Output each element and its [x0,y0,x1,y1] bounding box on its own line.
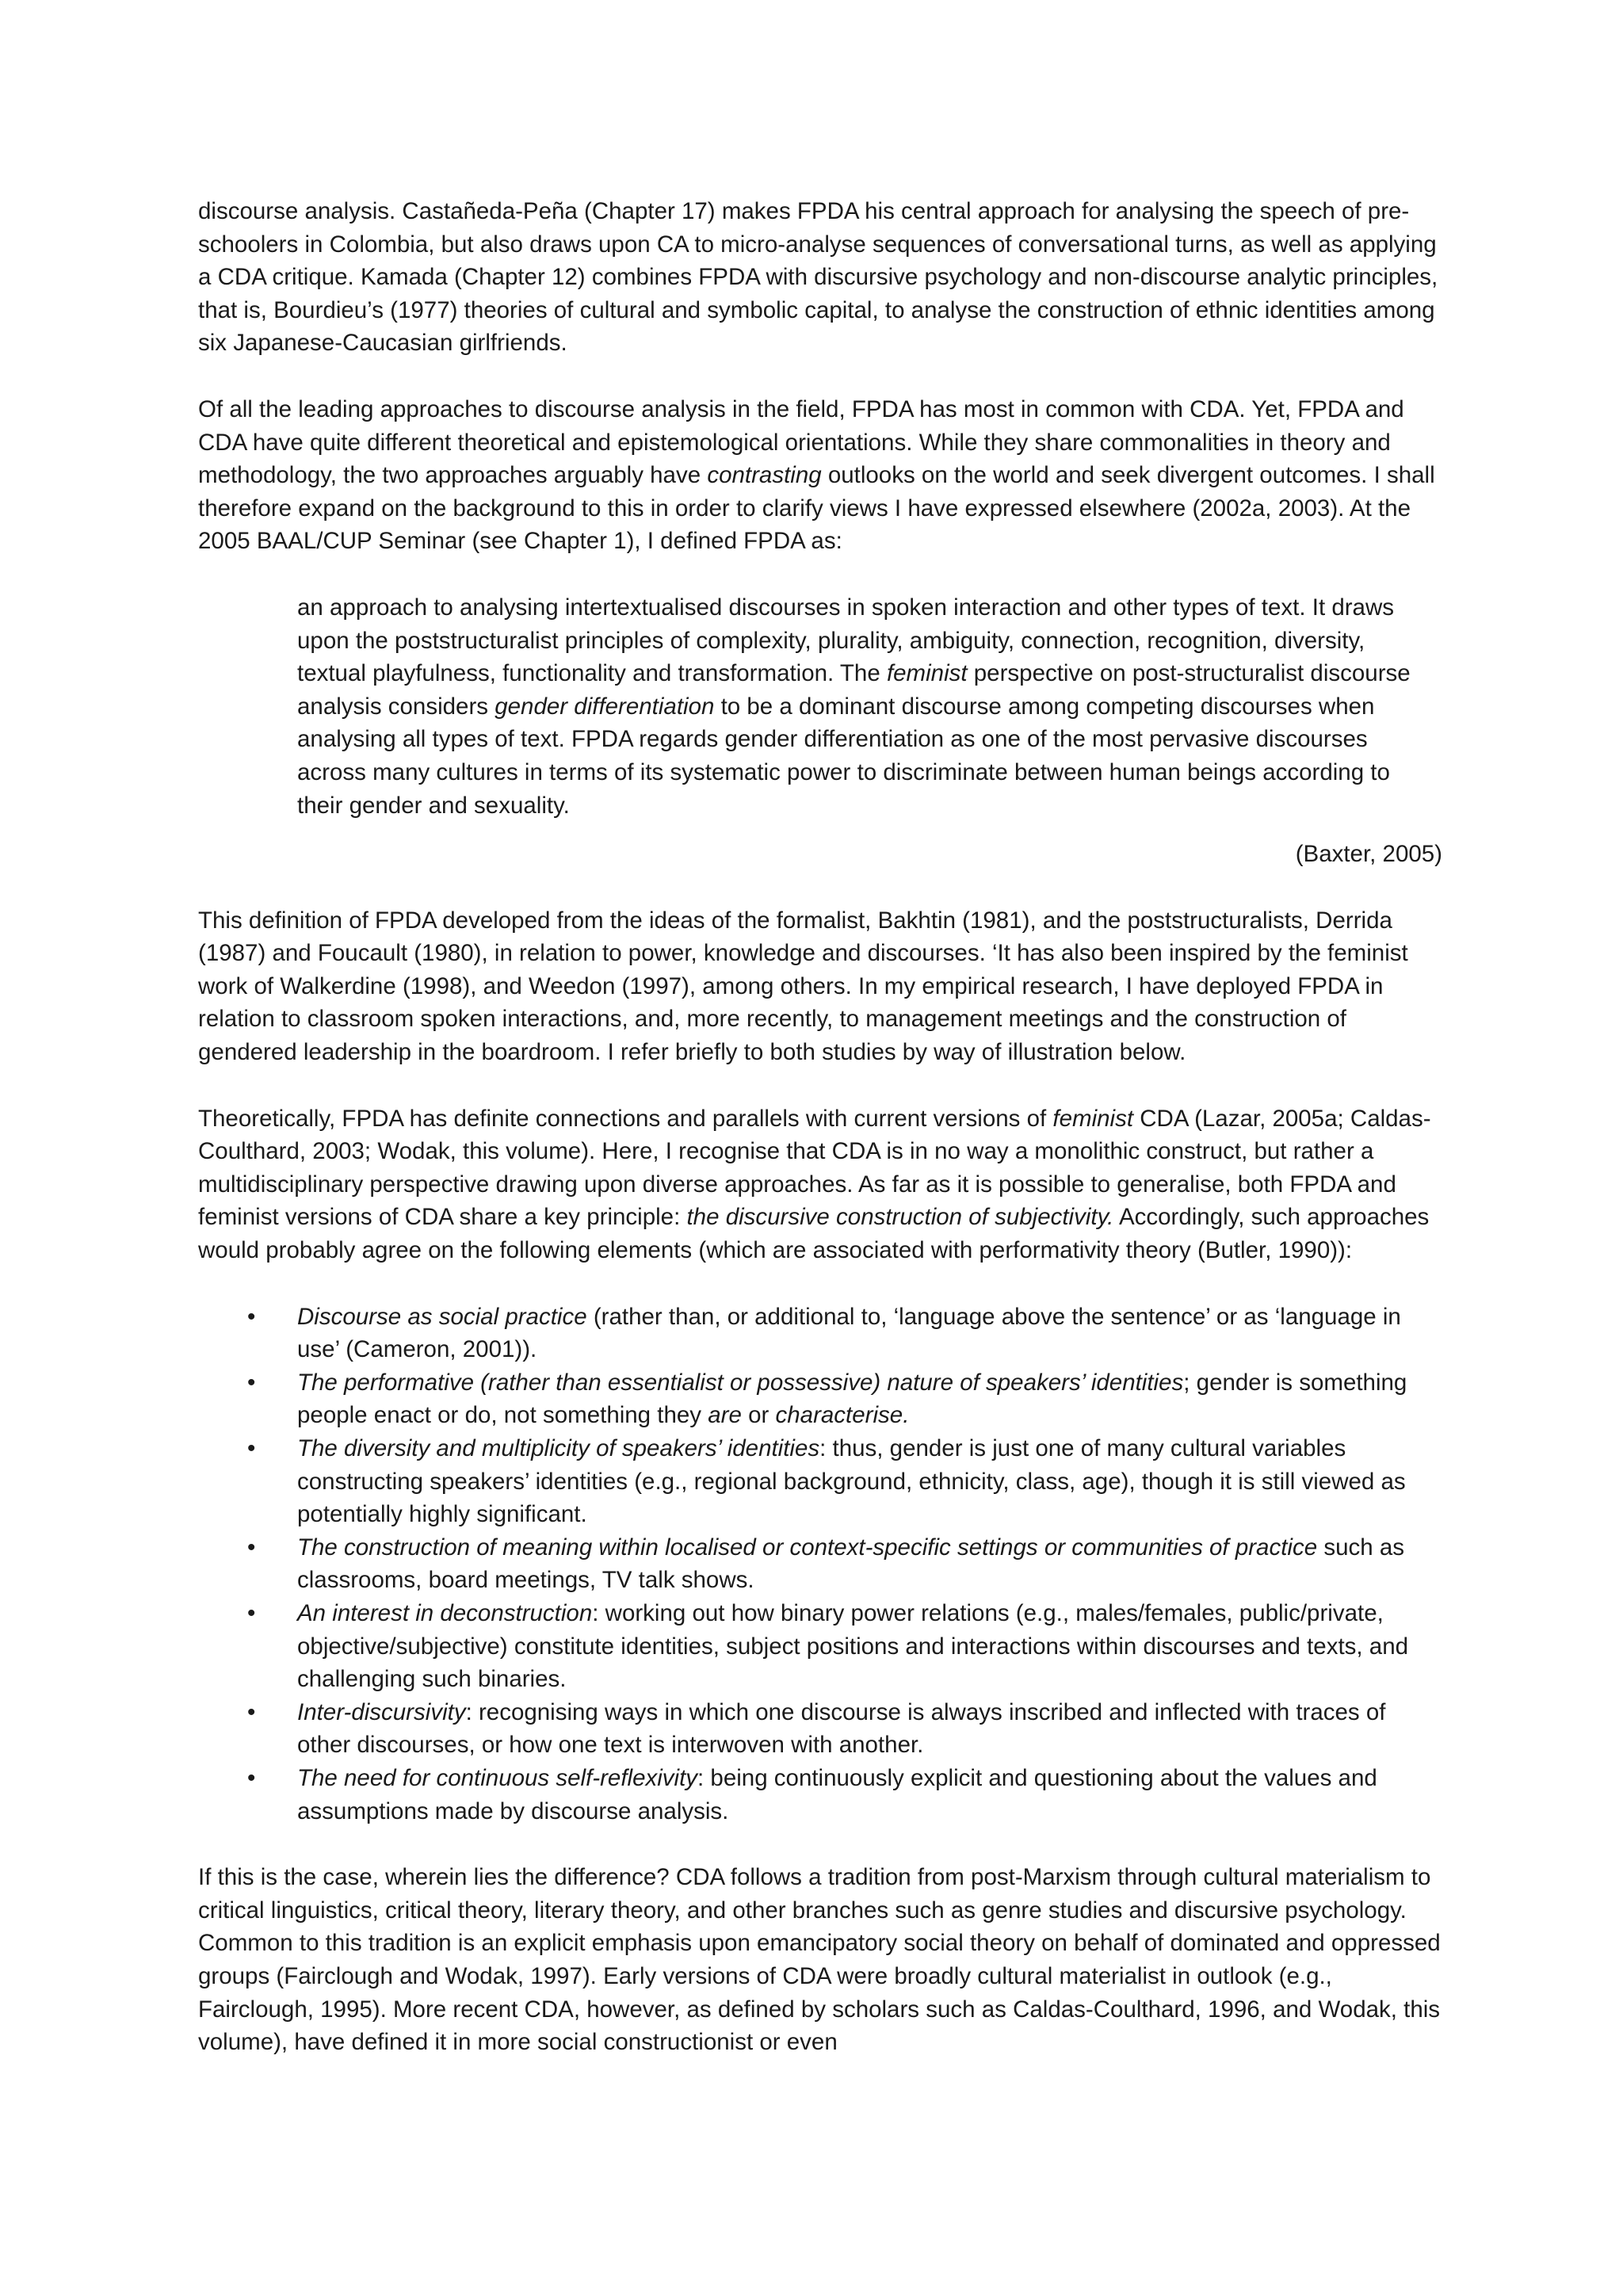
italic-text: An interest in deconstruction [297,1599,593,1626]
middle-section [198,904,1442,1267]
italic-text: the discursive construction of subjectivity. [686,1204,1114,1231]
bullet-list [198,1301,1442,1828]
text-run: outlooks on the world and seek divergent outcomes. I shall therefore expand on the background to this in order to clarify views I have expressed elsewhere (2002a, 2003). At the 2005 BAAL/CUP Seminar (see Chapter 1), I defined FPDA as: [198,462,1435,555]
text-run: ; gender is something people enact or do, not something they [297,1369,1407,1429]
text-run: : recognising ways in which one discourse is always inscribed and inflected with traces of other discourses, or how one text is interwoven with another. [297,1698,1386,1759]
body-paragraph [198,1102,1442,1267]
italic-text: are [708,1402,742,1429]
italic-text: gender differentiation [495,693,715,720]
block-quote [297,591,1420,822]
text-run: discourse analysis. Castañeda-Peña (Chapter 17) makes FPDA his central approach for analysing the speech of pre-schoolers in Colombia, but also draws upon CA to micro-analyse sequences of conversational turns, as well as applying a CDA critique. Kamada (Chapter 12) combines FPDA with discursive psychology and non-discourse analytic principles, that is, Bourdieu’s (1977) theories of cultural and symbolic capital, to analyse the construction of ethnic identities among six Japanese-Caucasian girlfriends. [198,198,1438,357]
italic-text: Inter-discursivity [297,1698,466,1725]
text-run: If this is the case, wherein lies the difference? CDA follows a tradition from post-Marxism through cultural materialism to critical linguistics, critical theory, literary theory, and other branches such as genre studies and discursive psychology. Common to this tradition is an explicit emphasis upon emancipatory social theory on behalf of dominated and oppressed groups (Fairclough and Wodak, 1997). Early versions of CDA were broadly cultural materialist in outlook (e.g., Fairclough, 1995). More recent CDA, however, as defined by scholars such as Caldas-Coulthard, 1996, and Wodak, this volume), have defined it in more social constructionist or even [198,1864,1441,2056]
bullet-item [198,1762,1442,1828]
italic-text: The need for continuous self-reflexivity [297,1764,698,1791]
text-run: CDA (Lazar, 2005a; Caldas-Coulthard, 2003; Wodak, this volume). Here, I recognise that CDA is in no way a monolithic construct, but rather a multidisciplinary perspective drawing upon diverse approaches. As far as it is possible to generalise, both FPDA and feminist versions of CDA share a key principle: [198,1105,1431,1231]
text-run: Of all the leading approaches to discourse analysis in the field, FPDA has most in common with CDA. Yet, FPDA and CDA have quite different theoretical and epistemological orientations. While they share commonalities in theory and methodology, the two approaches arguably have [198,395,1404,489]
italic-text: contrasting [707,462,822,489]
intro-section [198,195,1442,558]
text-run: perspective on post-structuralist discourse analysis considers [297,660,1411,720]
bullet-item [198,1301,1442,1366]
italic-text: feminist [886,660,968,687]
text-run: : thus, gender is just one of many cultural variables constructing speakers’ identities (e.g., regional background, ethnicity, class, age), though it is still viewed as potentially highly significant. [297,1435,1406,1528]
text-run: to be a dominant discourse among competing discourses when analysing all types of text. FPDA regards gender differentiation as one of the most pervasive discourses across many cultures in terms of its systematic power to discriminate between human beings according to their gender and sexuality. [297,693,1390,819]
document-page [198,195,1442,2092]
bullet-item [198,1531,1442,1597]
body-paragraph [198,393,1442,558]
bullet-item [198,1597,1442,1696]
text-run: or [741,1402,776,1429]
italic-text: The performative (rather than essentialist or possessive) nature of speakers’ identities [297,1369,1184,1396]
bullet-icon: • [247,1303,256,1330]
text-run: : working out how binary power relations (e.g., males/females, public/private, objective/subjective) constitute identities, subject positions and interactions within discourses and texts, and challenging such binaries. [297,1599,1409,1693]
text-run: Theoretically, FPDA has definite connections and parallels with current versions of [198,1105,1053,1132]
body-paragraph [198,195,1442,360]
bullet-item [198,1432,1442,1531]
bullet-item [198,1696,1442,1762]
text-run: This definition of FPDA developed from the ideas of the formalist, Bakhtin (1981), and the poststructuralists, Derrida (1987) and Foucault (1980), in relation to power, knowledge and discourses. ‘It has also been inspired by the feminist work of Walkerdine (1998), and Weedon (1997), among others. In my empirical research, I have deployed FPDA in relation to classroom spoken interactions, and, more recently, to management meetings and the construction of gendered leadership in the boardroom. I refer briefly to both studies by way of illustration below. [198,907,1408,1066]
bullet-item [198,1366,1442,1432]
body-paragraph [198,1861,1442,2059]
closing-section [198,1861,1442,2059]
bullet-icon: • [247,1534,256,1561]
text-run: Accordingly, such approaches would probably agree on the following elements (which are associated with performativity theory (Butler, 1990)): [198,1204,1430,1264]
italic-text: Discourse as social practice [297,1303,587,1330]
bullet-icon: • [247,1369,256,1396]
text-run: such as classrooms, board meetings, TV talk shows. [297,1534,1404,1594]
italic-text: characterise. [775,1402,910,1429]
italic-text: feminist [1052,1105,1134,1132]
bullet-icon: • [247,1435,256,1461]
text-run: (rather than, or additional to, ‘language above the sentence’ or as ‘language in use’ (Cameron, 2001)). [297,1303,1401,1363]
bullet-icon: • [247,1599,256,1626]
italic-text: The diversity and multiplicity of speakers’ identities [297,1435,820,1461]
text-run: an approach to analysing intertextualised discourses in spoken interaction and other types of text. It draws upon the poststructuralist principles of complexity, plurality, ambiguity, connection, recognition, diversity, textual playfulness, functionality and transformation. The [297,594,1395,687]
italic-text: The construction of meaning within localised or context-specific settings or communities of practice [297,1534,1318,1561]
body-paragraph [198,904,1442,1069]
bullet-icon: • [247,1764,256,1791]
quote-citation: (Baxter, 2005) [1295,841,1442,868]
text-run: : being continuously explicit and questioning about the values and assumptions made by discourse analysis. [297,1764,1377,1824]
bullet-icon: • [247,1698,256,1725]
